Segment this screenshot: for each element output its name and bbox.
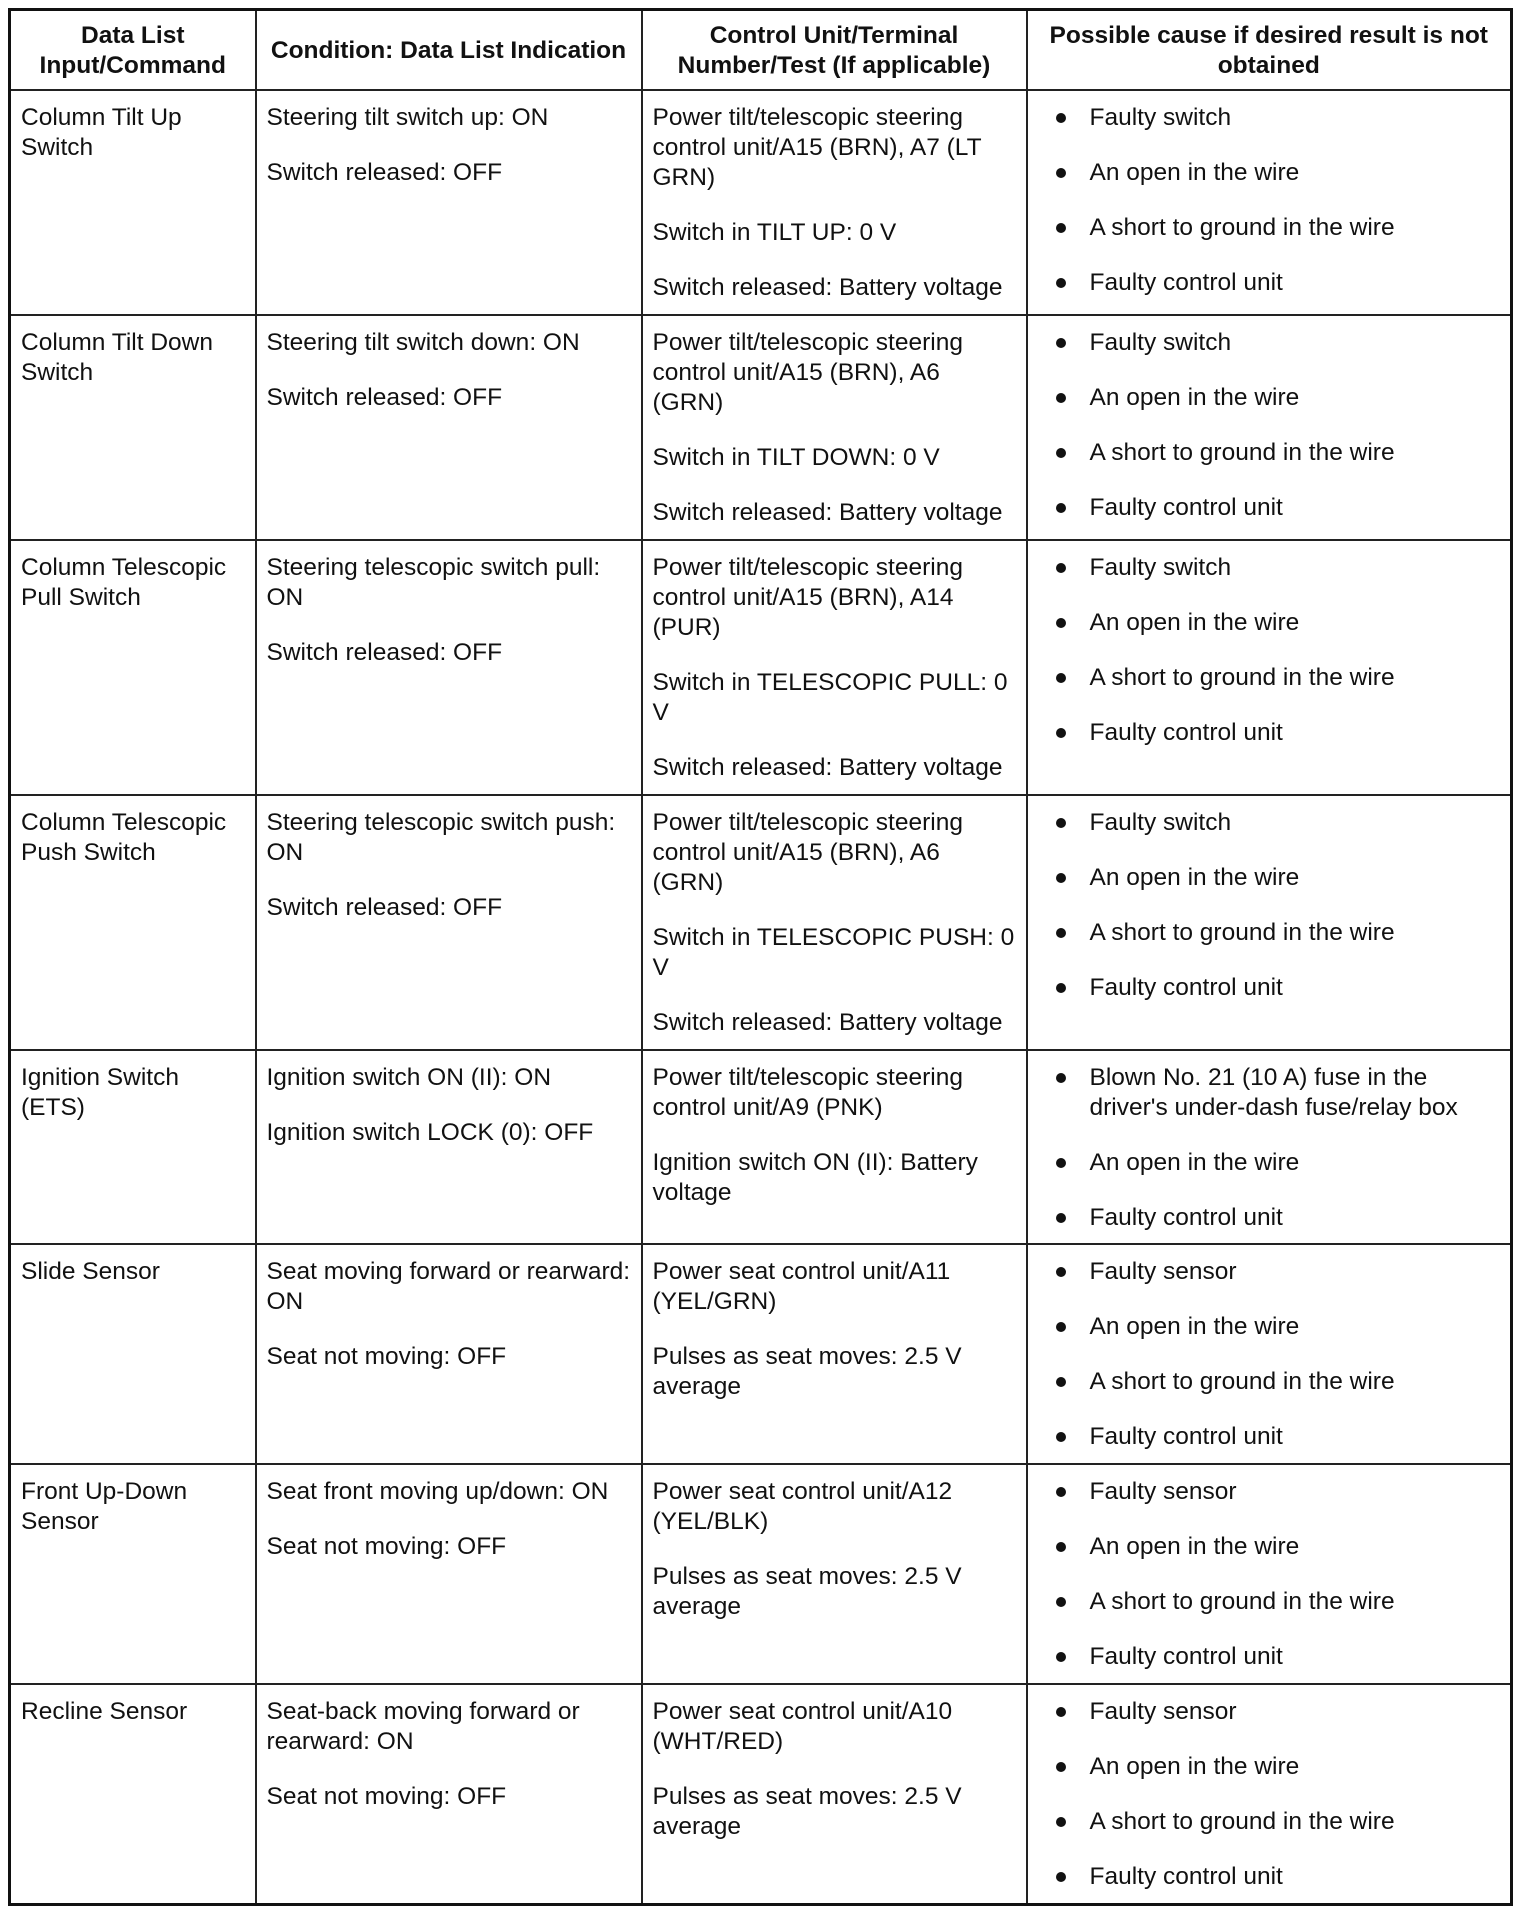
- cause-cell: [1027, 1050, 1512, 1244]
- input-label: Column Tilt Down Switch: [21, 329, 213, 386]
- condition-cell: [256, 1050, 642, 1244]
- cause-list: [1038, 1477, 1501, 1672]
- bullet-icon: [1056, 618, 1066, 628]
- list-item: [1056, 1532, 1501, 1562]
- cause-text: An open in the wire: [1089, 159, 1300, 186]
- list-item: [1056, 383, 1501, 413]
- condition-text: Seat not moving: OFF: [266, 1343, 507, 1370]
- control-text: Pulses as seat moves: 2.5 V average: [652, 1783, 962, 1840]
- control-text: Pulses as seat moves: 2.5 V average: [652, 1563, 962, 1620]
- cause-cell: [1027, 795, 1512, 1050]
- condition-text: Switch released: OFF: [266, 894, 503, 921]
- cause-text: An open in the wire: [1089, 1149, 1300, 1176]
- input-label: Recline Sensor: [21, 1698, 188, 1725]
- list-item: [1056, 1257, 1501, 1287]
- table-row: [10, 90, 1512, 315]
- bullet-icon: [1056, 393, 1066, 403]
- cause-text: A short to ground in the wire: [1089, 439, 1395, 466]
- list-item: [1056, 268, 1501, 298]
- cause-text: An open in the wire: [1089, 1313, 1300, 1340]
- control-text: Power tilt/telescopic steering control unit/A15 (BRN), A14 (PUR): [652, 554, 963, 641]
- cause-cell: [1027, 540, 1512, 795]
- control-text: Power seat control unit/A11 (YEL/GRN): [652, 1258, 951, 1315]
- condition-text: Seat moving forward or rearward: ON: [266, 1258, 631, 1315]
- condition-text: Steering telescopic switch push: ON: [266, 809, 616, 866]
- list-item: [1056, 1203, 1501, 1233]
- list-item: [1056, 1807, 1501, 1837]
- input-cell: [10, 90, 256, 315]
- condition-text: Switch released: OFF: [266, 159, 503, 186]
- condition-cell: [256, 1684, 642, 1904]
- header-condition: Condition: Data List Indication: [256, 10, 642, 91]
- control-text: Power seat control unit/A10 (WHT/RED): [652, 1698, 953, 1755]
- condition-cell: [256, 90, 642, 315]
- cause-text: A short to ground in the wire: [1089, 664, 1395, 691]
- list-item: [1056, 863, 1501, 893]
- bullet-icon: [1056, 1432, 1066, 1442]
- input-cell: [10, 1684, 256, 1904]
- list-item: [1056, 1312, 1501, 1342]
- input-label: Column Tilt Up Switch: [21, 104, 182, 161]
- bullet-icon: [1056, 1707, 1066, 1717]
- input-cell: [10, 540, 256, 795]
- list-item: [1056, 1587, 1501, 1617]
- list-item: [1056, 1367, 1501, 1397]
- bullet-icon: [1056, 1542, 1066, 1552]
- control-text: Ignition switch ON (II): Battery voltage: [652, 1149, 978, 1206]
- list-item: [1056, 1697, 1501, 1727]
- list-item: [1056, 1148, 1501, 1178]
- bullet-icon: [1056, 1872, 1066, 1882]
- table-row: [10, 1464, 1512, 1684]
- cause-text: A short to ground in the wire: [1089, 1368, 1395, 1395]
- condition-text: Ignition switch ON (II): ON: [266, 1064, 552, 1091]
- bullet-icon: [1056, 1597, 1066, 1607]
- condition-cell: [256, 1464, 642, 1684]
- control-text: Power tilt/telescopic steering control unit/A15 (BRN), A6 (GRN): [652, 809, 963, 896]
- control-cell: [642, 90, 1027, 315]
- cause-text: Faulty control unit: [1089, 1863, 1283, 1890]
- header-possible-cause: Possible cause if desired result is not obtained: [1027, 10, 1512, 91]
- condition-text: Switch released: OFF: [266, 384, 503, 411]
- cause-text: A short to ground in the wire: [1089, 214, 1395, 241]
- cause-text: Faulty control unit: [1089, 1204, 1283, 1231]
- bullet-icon: [1056, 983, 1066, 993]
- list-item: [1056, 1642, 1501, 1672]
- condition-text: Steering tilt switch down: ON: [266, 329, 580, 356]
- table-row: [10, 315, 1512, 540]
- control-cell: [642, 1464, 1027, 1684]
- input-label: Ignition Switch (ETS): [21, 1064, 179, 1121]
- list-item: [1056, 438, 1501, 468]
- condition-text: Ignition switch LOCK (0): OFF: [266, 1119, 594, 1146]
- bullet-icon: [1056, 278, 1066, 288]
- cause-list: [1038, 1697, 1501, 1892]
- input-label: Column Telescopic Pull Switch: [21, 554, 227, 611]
- bullet-icon: [1056, 873, 1066, 883]
- list-item: [1056, 158, 1501, 188]
- list-item: [1056, 103, 1501, 133]
- control-cell: [642, 1684, 1027, 1904]
- data-list-table: [8, 8, 1513, 1906]
- control-text: Switch released: Battery voltage: [652, 274, 1003, 301]
- input-label: Slide Sensor: [21, 1258, 160, 1285]
- cause-text: Faulty switch: [1089, 809, 1232, 836]
- control-text: Pulses as seat moves: 2.5 V average: [652, 1343, 962, 1400]
- cause-cell: [1027, 1684, 1512, 1904]
- list-item: [1056, 718, 1501, 748]
- input-label: Column Telescopic Push Switch: [21, 809, 227, 866]
- list-item: [1056, 918, 1501, 948]
- control-cell: [642, 315, 1027, 540]
- header-row: [10, 10, 1512, 91]
- cause-text: Faulty control unit: [1089, 494, 1283, 521]
- cause-text: Faulty switch: [1089, 554, 1232, 581]
- control-text: Power tilt/telescopic steering control unit/A15 (BRN), A7 (LT GRN): [652, 104, 982, 191]
- cause-text: An open in the wire: [1089, 609, 1300, 636]
- control-text: Switch released: Battery voltage: [652, 499, 1003, 526]
- control-text: Switch in TILT UP: 0 V: [652, 219, 897, 246]
- bullet-icon: [1056, 818, 1066, 828]
- list-item: [1056, 973, 1501, 1003]
- control-cell: [642, 540, 1027, 795]
- cause-text: Faulty control unit: [1089, 1643, 1283, 1670]
- control-text: Switch in TILT DOWN: 0 V: [652, 444, 940, 471]
- table-row: [10, 795, 1512, 1050]
- bullet-icon: [1056, 1267, 1066, 1277]
- table-row: [10, 540, 1512, 795]
- bullet-icon: [1056, 563, 1066, 573]
- control-text: Switch released: Battery voltage: [652, 1009, 1003, 1036]
- cause-text: Faulty switch: [1089, 329, 1232, 356]
- condition-cell: [256, 540, 642, 795]
- cause-list: [1038, 553, 1501, 748]
- condition-cell: [256, 315, 642, 540]
- bullet-icon: [1056, 1487, 1066, 1497]
- cause-text: A short to ground in the wire: [1089, 1808, 1395, 1835]
- list-item: [1056, 328, 1501, 358]
- cause-text: Faulty control unit: [1089, 719, 1283, 746]
- cause-cell: [1027, 1464, 1512, 1684]
- cause-list: [1038, 103, 1501, 298]
- bullet-icon: [1056, 1762, 1066, 1772]
- list-item: [1056, 1422, 1501, 1452]
- list-item: [1056, 1862, 1501, 1892]
- control-cell: [642, 1244, 1027, 1464]
- control-text: Power tilt/telescopic steering control unit/A15 (BRN), A6 (GRN): [652, 329, 963, 416]
- list-item: [1056, 663, 1501, 693]
- cause-list: [1038, 1063, 1501, 1233]
- condition-text: Seat not moving: OFF: [266, 1533, 507, 1560]
- cause-text: Faulty sensor: [1089, 1258, 1237, 1285]
- bullet-icon: [1056, 1158, 1066, 1168]
- header-control-unit: Control Unit/Terminal Number/Test (If applicable): [642, 10, 1027, 91]
- cause-text: An open in the wire: [1089, 1533, 1300, 1560]
- cause-cell: [1027, 315, 1512, 540]
- list-item: [1056, 808, 1501, 838]
- cause-cell: [1027, 1244, 1512, 1464]
- control-text: Power seat control unit/A12 (YEL/BLK): [652, 1478, 953, 1535]
- bullet-icon: [1056, 1377, 1066, 1387]
- cause-text: An open in the wire: [1089, 1753, 1300, 1780]
- condition-text: Seat not moving: OFF: [266, 1783, 507, 1810]
- condition-text: Seat front moving up/down: ON: [266, 1478, 609, 1505]
- condition-text: Steering tilt switch up: ON: [266, 104, 549, 131]
- control-text: Power tilt/telescopic steering control unit/A9 (PNK): [652, 1064, 963, 1121]
- table-row: [10, 1244, 1512, 1464]
- cause-text: Blown No. 21 (10 A) fuse in the driver's under-dash fuse/relay box: [1089, 1064, 1458, 1121]
- cause-list: [1038, 1257, 1501, 1452]
- bullet-icon: [1056, 1322, 1066, 1332]
- cause-list: [1038, 808, 1501, 1003]
- cause-text: An open in the wire: [1089, 864, 1300, 891]
- input-cell: [10, 795, 256, 1050]
- table-row: [10, 1684, 1512, 1904]
- cause-text: An open in the wire: [1089, 384, 1300, 411]
- list-item: [1056, 1063, 1501, 1123]
- control-cell: [642, 795, 1027, 1050]
- cause-text: A short to ground in the wire: [1089, 1588, 1395, 1615]
- condition-cell: [256, 795, 642, 1050]
- input-cell: [10, 1244, 256, 1464]
- control-text: Switch in TELESCOPIC PULL: 0 V: [652, 669, 1008, 726]
- bullet-icon: [1056, 113, 1066, 123]
- condition-text: Switch released: OFF: [266, 639, 503, 666]
- list-item: [1056, 1752, 1501, 1782]
- control-text: Switch released: Battery voltage: [652, 754, 1003, 781]
- condition-text: Steering telescopic switch pull: ON: [266, 554, 601, 611]
- input-cell: [10, 1464, 256, 1684]
- bullet-icon: [1056, 1213, 1066, 1223]
- cause-list: [1038, 328, 1501, 523]
- control-cell: [642, 1050, 1027, 1244]
- bullet-icon: [1056, 448, 1066, 458]
- condition-text: Seat-back moving forward or rearward: ON: [266, 1698, 580, 1755]
- bullet-icon: [1056, 503, 1066, 513]
- bullet-icon: [1056, 673, 1066, 683]
- bullet-icon: [1056, 338, 1066, 348]
- cause-text: Faulty control unit: [1089, 974, 1283, 1001]
- list-item: [1056, 493, 1501, 523]
- cause-text: Faulty control unit: [1089, 1423, 1283, 1450]
- bullet-icon: [1056, 728, 1066, 738]
- bullet-icon: [1056, 928, 1066, 938]
- bullet-icon: [1056, 1073, 1066, 1083]
- list-item: [1056, 1477, 1501, 1507]
- bullet-icon: [1056, 223, 1066, 233]
- input-label: Front Up-Down Sensor: [21, 1478, 188, 1535]
- cause-text: Faulty sensor: [1089, 1478, 1237, 1505]
- control-text: Switch in TELESCOPIC PUSH: 0 V: [652, 924, 1015, 981]
- input-cell: [10, 315, 256, 540]
- list-item: [1056, 608, 1501, 638]
- list-item: [1056, 213, 1501, 243]
- table-row: [10, 1050, 1512, 1244]
- bullet-icon: [1056, 168, 1066, 178]
- cause-text: A short to ground in the wire: [1089, 919, 1395, 946]
- cause-text: Faulty switch: [1089, 104, 1232, 131]
- input-cell: [10, 1050, 256, 1244]
- header-data-list-input: Data List Input/Command: [10, 10, 256, 91]
- cause-text: Faulty control unit: [1089, 269, 1283, 296]
- cause-cell: [1027, 90, 1512, 315]
- bullet-icon: [1056, 1817, 1066, 1827]
- condition-cell: [256, 1244, 642, 1464]
- cause-text: Faulty sensor: [1089, 1698, 1237, 1725]
- bullet-icon: [1056, 1652, 1066, 1662]
- list-item: [1056, 553, 1501, 583]
